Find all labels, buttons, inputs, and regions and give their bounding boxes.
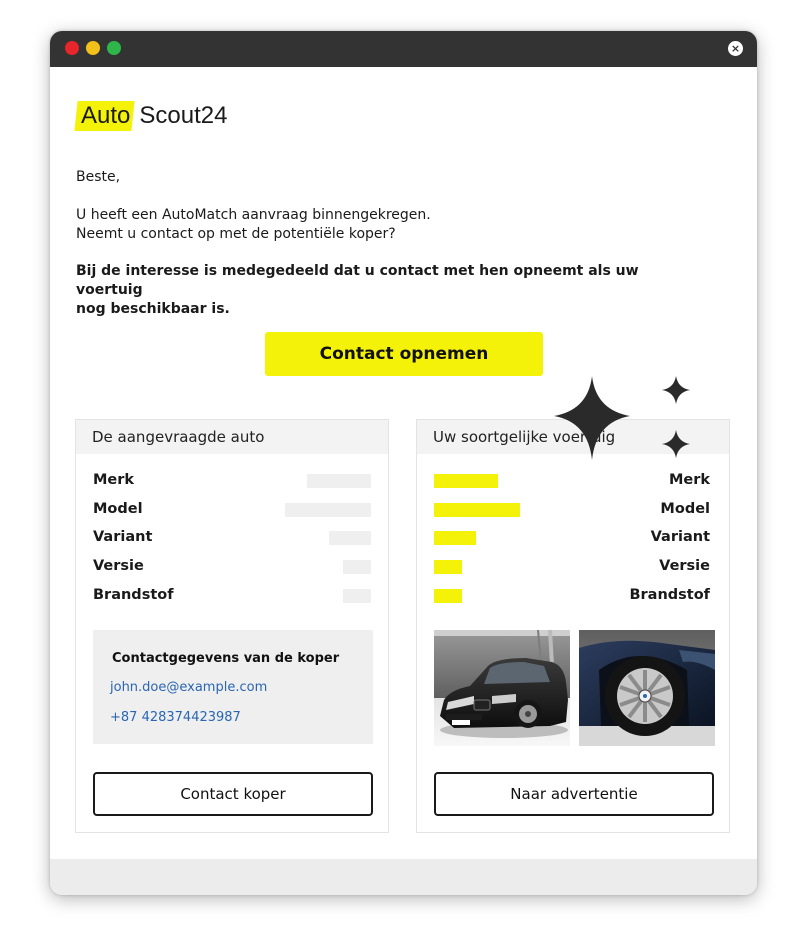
naar-advertentie-button[interactable]: Naar advertentie (434, 772, 714, 816)
window-footer-bar (50, 859, 757, 895)
spec-label: Variant (93, 529, 153, 545)
buyer-email-link[interactable]: john.doe@example.com (110, 680, 268, 695)
spec-row-model (76, 498, 388, 520)
redacted-value-placeholder (329, 531, 371, 545)
car-front-photo[interactable] (434, 630, 570, 746)
spec-label: Model (93, 501, 143, 517)
contact-koper-button[interactable]: Contact koper (93, 772, 373, 816)
spec-label: Merk (668, 472, 710, 488)
highlighted-value-placeholder (434, 560, 462, 574)
spec-row-variant (76, 526, 388, 548)
spec-row-versie (76, 555, 388, 577)
logo-scout-text: Scout24 (139, 102, 228, 129)
redacted-value-placeholder (343, 560, 371, 574)
highlighted-value-placeholder (434, 589, 462, 603)
logo-auto-mark: Auto (74, 101, 135, 131)
similar-vehicle-title: Uw soortgelijke voertuig (417, 420, 729, 454)
window-maximize-dot[interactable] (107, 41, 121, 55)
spec-row-merk (76, 469, 388, 491)
highlighted-value-placeholder (434, 474, 498, 488)
highlighted-value-placeholder (434, 531, 476, 545)
spec-label: Model (660, 501, 710, 517)
spec-label: Variant (650, 529, 710, 545)
close-icon[interactable]: × (728, 41, 743, 56)
spec-label: Merk (93, 472, 135, 488)
spec-row-brandstof (76, 584, 388, 606)
spec-row-variant (417, 526, 729, 548)
spec-label: Versie (659, 558, 710, 574)
greeting-text: Beste, (76, 169, 121, 185)
spec-row-versie (417, 555, 729, 577)
spec-row-brandstof (417, 584, 729, 606)
car-wheel-photo[interactable] (579, 630, 715, 746)
message-line-1: U heeft een AutoMatch aanvraag binnengekregen. (76, 207, 431, 223)
message-line-2: Neemt u contact op met de potentiële koper? (76, 226, 396, 242)
notice-line-1: Bij de interesse is medegedeeld dat u contact met hen opneemt als uw voertuig (76, 263, 639, 298)
autoscout24-logo (76, 99, 227, 133)
similar-vehicle-card (416, 419, 730, 833)
spec-row-merk (417, 469, 729, 491)
buyer-phone-link[interactable]: +87 428374423987 (110, 710, 241, 725)
redacted-value-placeholder (285, 503, 371, 517)
spec-label: Brandstof (629, 587, 710, 603)
spec-label: Versie (93, 558, 144, 574)
sparkles-icon (552, 372, 692, 464)
buyer-contact-title: Contactgegevens van de koper (112, 651, 340, 666)
window-close-dot[interactable] (65, 41, 79, 55)
spec-row-model (417, 498, 729, 520)
window-minimize-dot[interactable] (86, 41, 100, 55)
redacted-value-placeholder (307, 474, 371, 488)
buyer-contact-box (93, 630, 373, 744)
notice-line-2: nog beschikbaar is. (76, 301, 230, 317)
notice-text (76, 262, 676, 319)
contact-opnemen-button[interactable]: Contact opnemen (265, 332, 543, 376)
window-titlebar (50, 31, 757, 67)
highlighted-value-placeholder (434, 503, 520, 517)
spec-label: Brandstof (93, 587, 174, 603)
requested-car-card (75, 419, 389, 833)
requested-car-title: De aangevraagde auto (76, 420, 388, 454)
message-text (76, 206, 431, 244)
redacted-value-placeholder (343, 589, 371, 603)
